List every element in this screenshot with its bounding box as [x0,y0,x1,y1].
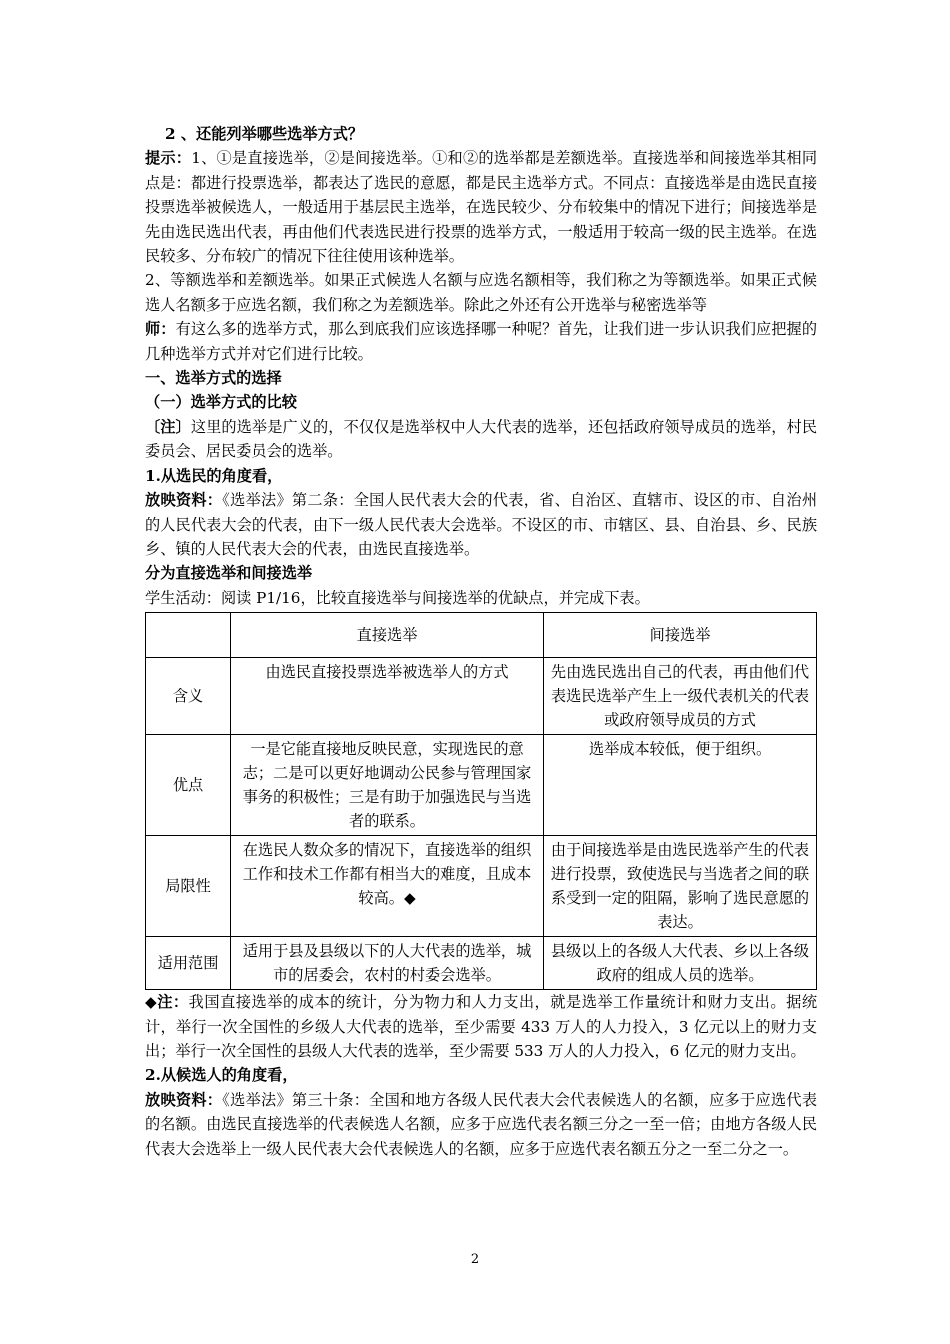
table-row-label: 含义 [146,658,231,735]
table-header-indirect: 间接选举 [544,613,817,658]
cost-note-paragraph [145,990,817,1063]
table-cell-direct: 在选民人数众多的情况下，直接选举的组织工作和技术工作都有相当大的难度，且成本较高。◆ [231,836,544,937]
material-paragraph-1 [145,488,817,561]
table-row [146,937,817,990]
section-heading: 一、选举方式的选择 [145,369,282,388]
hint-paragraph-1 [145,146,817,268]
teacher-text: 有这么多的选举方式，那么到底我们应该选择哪一种呢？首先，让我们进一步认识我们应把握的几种选举方式并对它们进行比较。 [145,320,818,363]
page-number: 2 [470,1252,480,1267]
student-activity: 学生活动：阅读 P1/16，比较直接选举与间接选举的优缺点，并完成下表。 [145,588,650,607]
hint-text-1: 1、①是直接选举，②是间接选举。①和②的选举都是差额选举。直接选举和间接选举其相同点是：都进行投票选举，都表达了选民的意愿，都是民主选举方式。不同点：直接选举是由选民直接投票选举被候选人，一般适用于基层民主选举，在选民较少、分布较集中的情况下进行；间接选举是先由选民选出代表，再由他们代表选民进行投票的选举方式，一般适用于较高一级的民主选举。在选民较多、分布较广的情况下往往使用该种选举。 [145,149,818,266]
teacher-label: 师： [145,320,176,339]
table-header-direct: 直接选举 [231,613,544,658]
cost-note-text: 我国直接选举的成本的统计，分为物力和人力支出，就是选举工作量统计和财力支出。据统计，举行一次全国性的乡级人大代表的选举，至少需要 433 万人的人力投入，3 亿元以上的财力支出；举行一次全国性的县级人大代表的选举，至少需要 533 万人的人力投入，6 亿元的财力支出。 [145,993,818,1060]
material-text-1: 《选举法》第二条：全国人民代表大会的代表，省、自治区、直辖市、设区的市、自治州的人民代表大会的代表，由下一级人民代表大会选举。不设区的市、市辖区、县、自治县、乡、民族乡、镇的人民代表大会的代表，由选民直接选举。 [145,491,818,558]
table-row [146,735,817,836]
note-label: 〔注〕 [145,417,191,436]
question-heading: 2 、还能列举哪些选举方式？ [165,125,364,143]
material-label-2: 放映资料： [145,1090,223,1109]
subsection-heading: （一）选举方式的比较 [145,393,297,412]
table-row [146,658,817,735]
material-label-1: 放映资料： [145,491,223,510]
table-header-row [146,613,817,658]
table-row [146,836,817,937]
document-body [145,122,817,1161]
cost-note-label: ◆注： [145,993,189,1012]
table-cell-indirect: 先由选民选出自己的代表，再由他们代表选民选举产生上一级代表机关的代表或政府领导成员的方式 [544,658,817,735]
note-text: 这里的选举是广义的，不仅仅是选举权中人大代表的选举，还包括政府领导成员的选举，村民委员会、居民委员会的选举。 [145,417,818,461]
comparison-table [145,612,817,990]
table-row-label: 优点 [146,735,231,836]
table-cell-indirect: 选举成本较低，便于组织。 [544,735,817,836]
table-cell-indirect: 由于间接选举是由选民选举产生的代表进行投票，致使选民与当选者之间的联系受到一定的阻隔，影响了选民意愿的表达。 [544,836,817,937]
note-paragraph [145,415,817,464]
hint-paragraph-2: 2、等额选举和差额选举。如果正式候选人名额与应选名额相等，我们称之为等额选举。如果正式候选人名额多于应选名额，我们称之为差额选举。除此之外还有公开选举与秘密选举等 [145,271,817,314]
hint-label: 提示： [145,149,192,168]
table-row-label: 局限性 [146,836,231,937]
material-text-2: 《选举法》第三十条：全国和地方各级人民代表大会代表候选人的名额，应多于应选代表的名额。由选民直接选举的代表候选人名额，应多于应选代表名额三分之一至一倍；由地方各级人民代表大会选举上一级人民代表大会代表候选人的名额，应多于应选代表名额五分之一至二分之一。 [145,1090,818,1158]
table-cell-direct: 由选民直接投票选举被选举人的方式 [231,658,544,735]
teacher-paragraph [145,317,817,366]
table-cell-direct: 一是它能直接地反映民意，实现选民的意志；二是可以更好地调动公民参与管理国家事务的积极性；三是有助于加强选民与当选者的联系。 [231,735,544,836]
candidate-angle-heading: 2.从候选人的角度看， [145,1066,298,1085]
material-paragraph-2 [145,1088,817,1161]
table-cell-direct: 适用于县及县级以下的人大代表的选举，城市的居委会，农村的村委会选举。 [231,937,544,990]
divide-heading: 分为直接选举和间接选举 [145,564,313,583]
voter-angle-heading: 1.从选民的角度看， [145,466,283,485]
table-corner-cell [146,613,231,658]
table-cell-indirect: 县级以上的各级人大代表、乡以上各级政府的组成人员的选举。 [544,937,817,990]
table-row-label: 适用范围 [146,937,231,990]
